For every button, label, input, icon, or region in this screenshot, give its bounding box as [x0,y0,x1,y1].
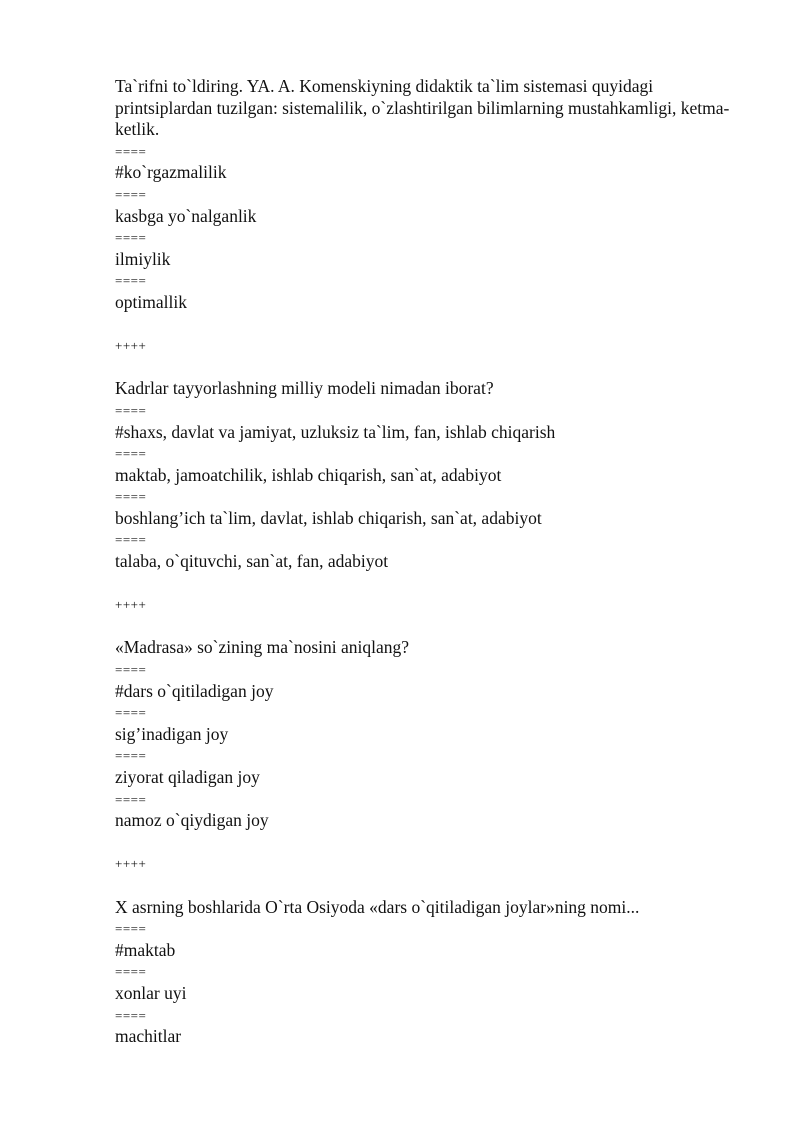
separator: ==== [115,791,147,807]
answer-option: sig’inadigan joy [115,723,229,744]
question-text: Ta`rifni to`ldiring. YA. A. Komenskiyning didaktik ta`lim sistemasi quyidagi printsiplardan tuzilgan: sistemalilik, o`zlashtirilgan bilimlarning mustahkamligi, ketma- ketlik. [115,76,730,140]
answer-option: ilmiylik [115,248,171,269]
answer-option: #maktab [115,939,176,960]
question-text: Kadrlar tayyorlashning milliy modeli nimadan iborat? [115,378,494,399]
question-block [115,637,735,896]
block-end-marker: ++++ [115,856,147,872]
document-page [115,76,735,1048]
question-block [115,76,735,378]
answer-option: talaba, o`qituvchi, san`at, fan, adabiyot [115,551,389,572]
separator: ==== [115,748,147,764]
separator: ==== [115,662,147,678]
block-end-marker: ++++ [115,338,147,354]
answer-option: #ko`rgazmalilik [115,162,227,183]
answer-option: ziyorat qiladigan joy [115,767,260,787]
answer-option: #shaxs, davlat va jamiyat, uzluksiz ta`lim, fan, ishlab chiqarish [115,421,556,442]
answer-option: boshlang’ich ta`lim, davlat, ishlab chiqarish, san`at, adabiyot [115,507,542,528]
answer-option: machitlar [115,1026,182,1047]
question-text: «Madrasa» so`zining ma`nosini aniqlang? [115,637,410,658]
separator: ==== [115,489,147,505]
separator: ==== [115,532,147,548]
answer-option: #dars o`qitiladigan joy [115,680,274,701]
answer-option: maktab, jamoatchilik, ishlab chiqarish, san`at, adabiyot [115,464,502,485]
question-block [115,897,735,1048]
separator: ==== [115,964,147,980]
answer-option: namoz o`qiydigan joy [115,810,269,831]
separator: ==== [115,402,147,418]
question-block [115,378,735,637]
separator: ==== [115,1007,147,1023]
answer-option: xonlar uyi [115,982,187,1003]
separator: ==== [115,230,147,246]
answer-option: optimallik [115,291,187,312]
answer-option: kasbga yo`nalganlik [115,205,257,226]
question-text: X asrning boshlarida O`rta Osiyoda «dars o`qitiladigan joylar»ning nomi... [115,896,640,917]
block-end-marker: ++++ [115,597,147,613]
separator: ==== [115,446,147,462]
separator: ==== [115,143,147,159]
separator: ==== [115,186,147,202]
separator: ==== [115,273,147,289]
separator: ==== [115,705,147,721]
separator: ==== [115,921,147,937]
